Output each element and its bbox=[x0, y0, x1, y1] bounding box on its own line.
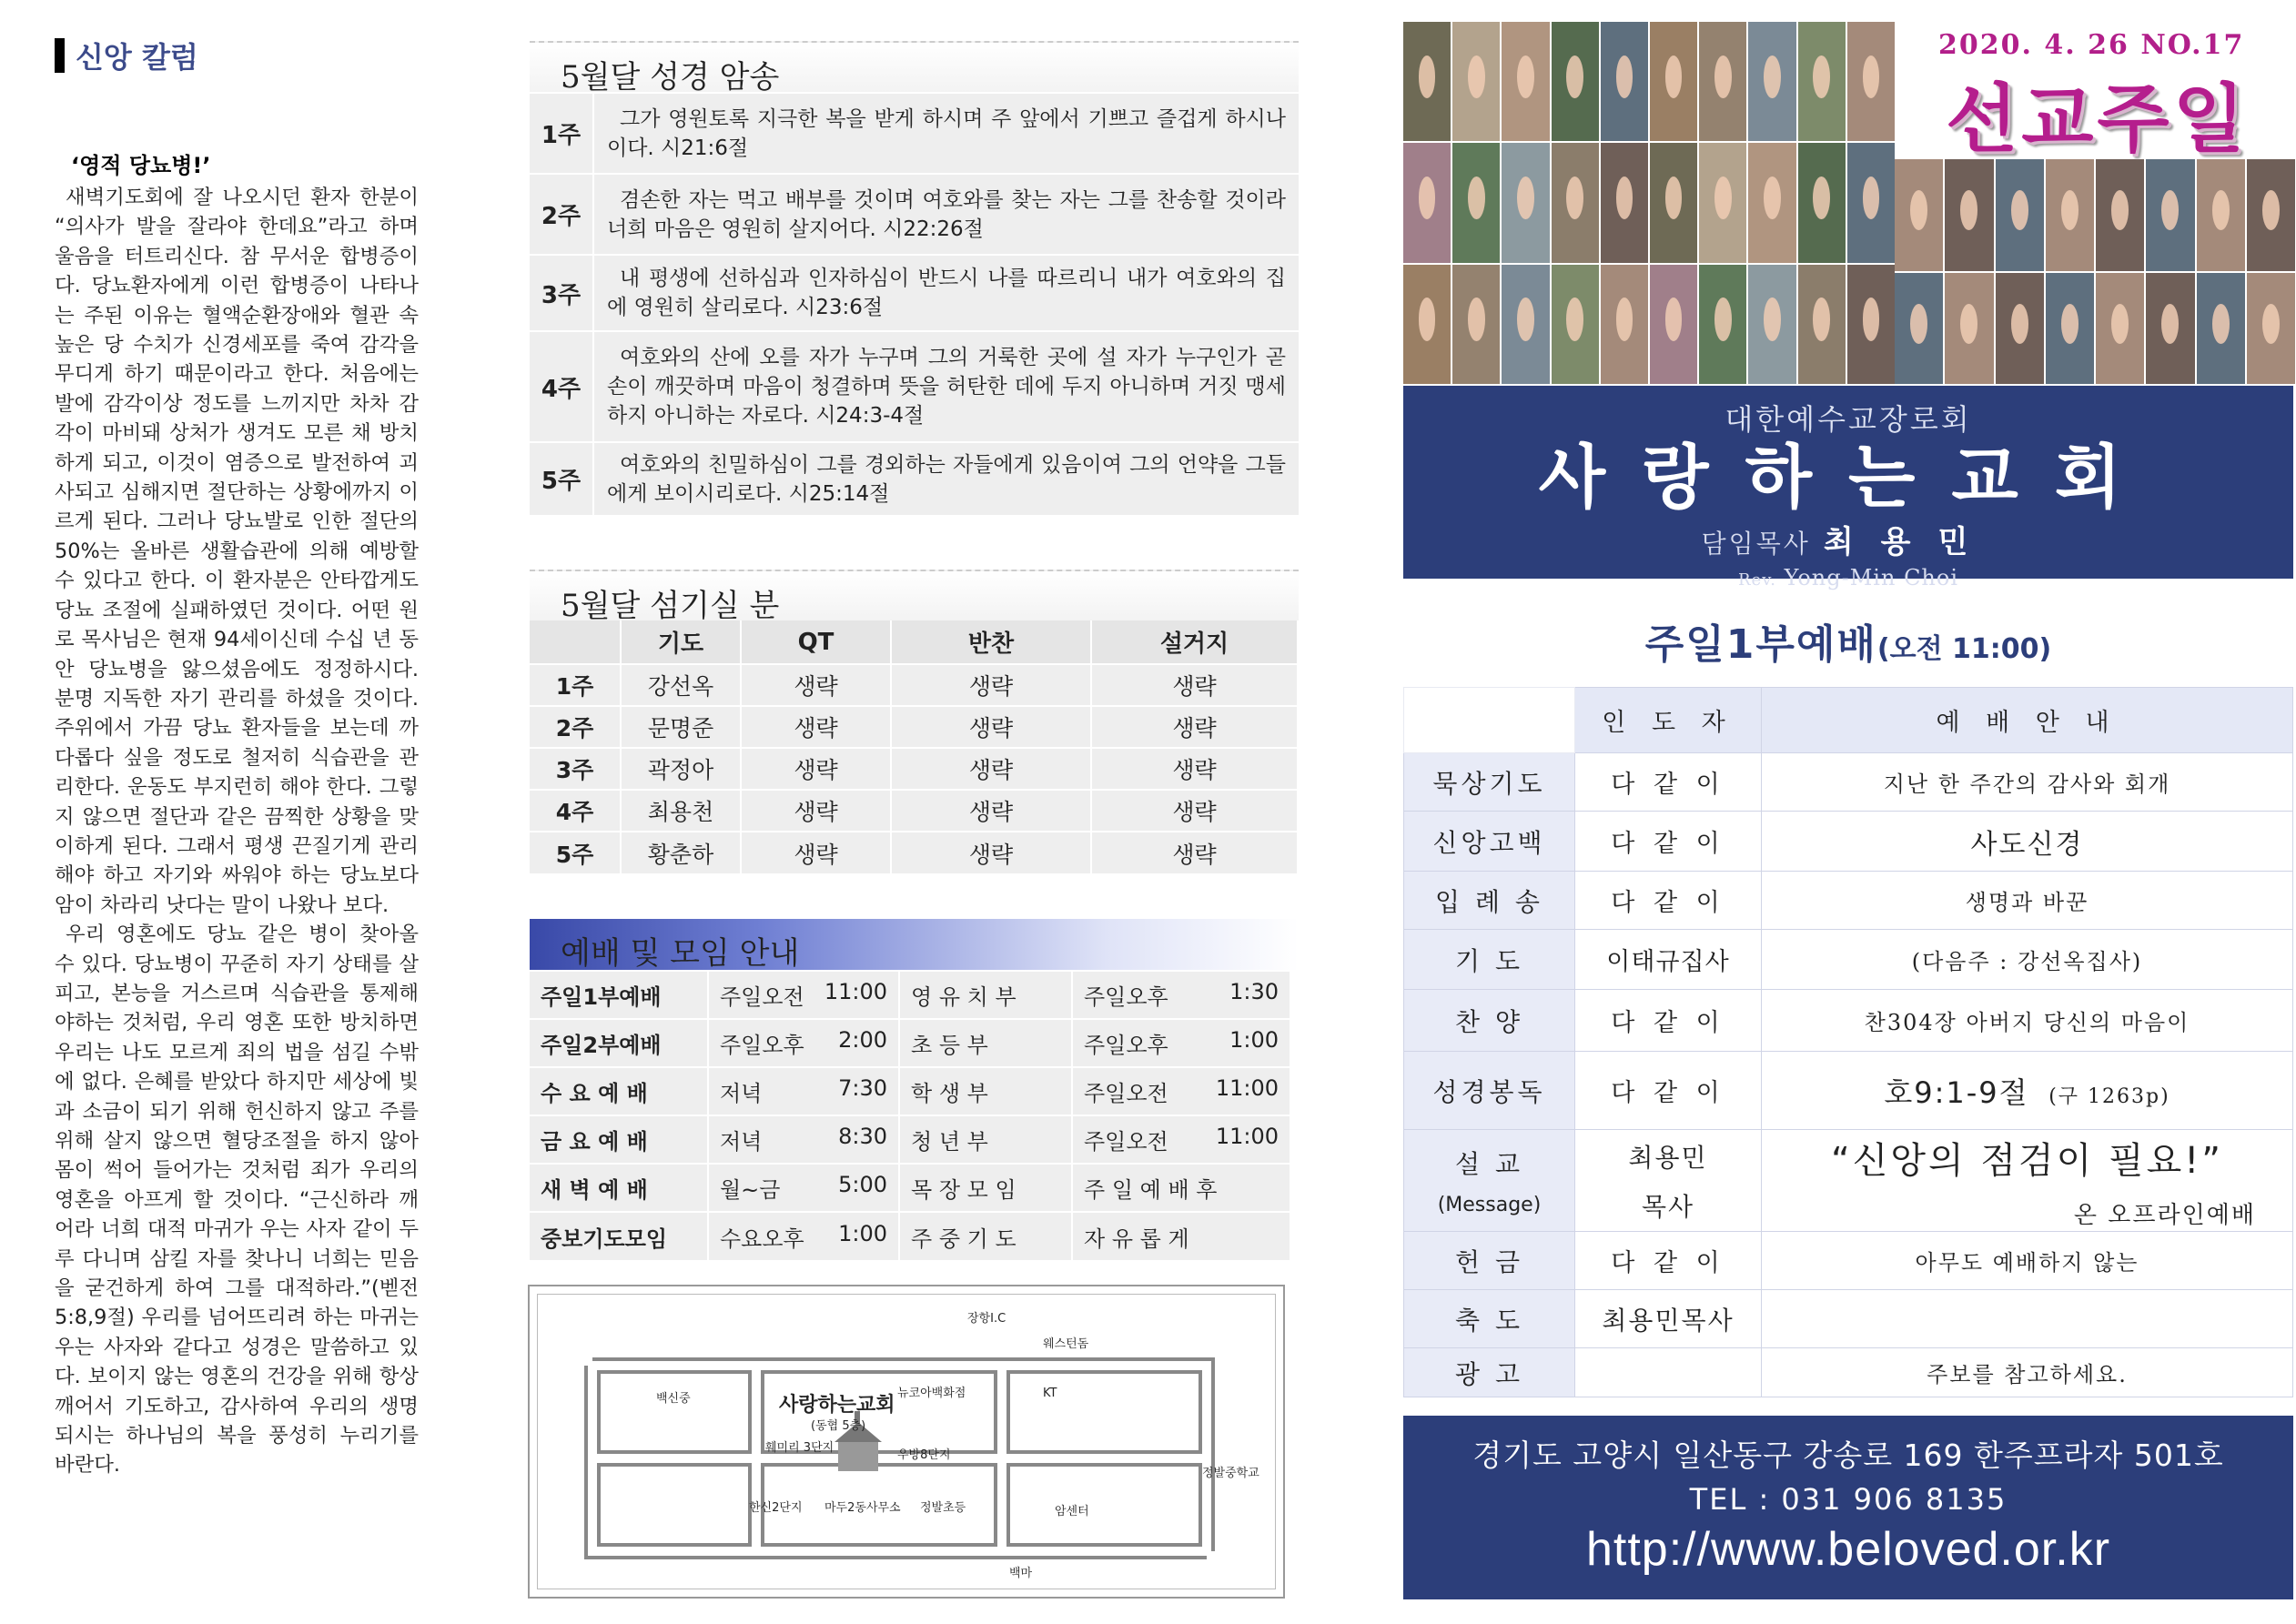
member-photo bbox=[1699, 265, 1746, 384]
order-leader-text: 다 같 이 bbox=[1611, 1009, 1725, 1037]
order-content-cell bbox=[1762, 1290, 2293, 1348]
order-leader-text: 다 같 이 bbox=[1611, 1079, 1725, 1107]
order-leader-text: 다 같 이 bbox=[1611, 889, 1725, 917]
order-row bbox=[1404, 872, 2293, 930]
order-label bbox=[1404, 1130, 1575, 1232]
schedule-time: 11:00 bbox=[824, 979, 887, 1004]
member-photo bbox=[1452, 143, 1500, 262]
pastor-label: 담임목사 bbox=[1701, 529, 1811, 559]
order-row bbox=[1404, 812, 2293, 872]
schedule-time-cell-2 bbox=[1072, 1212, 1290, 1260]
pastor-name: 최용민 bbox=[1823, 524, 1996, 560]
servants-section bbox=[530, 570, 1299, 873]
verse-row bbox=[530, 255, 1299, 331]
member-photo bbox=[1798, 22, 1846, 141]
order-label-sub: (Message) bbox=[1437, 1194, 1542, 1216]
schedule-name: 새 벽 예 배 bbox=[530, 1164, 708, 1212]
order-header: 인 도 자 bbox=[1575, 688, 1762, 753]
verse-row bbox=[530, 174, 1299, 255]
member-photo bbox=[1895, 159, 1943, 271]
order-row bbox=[1404, 930, 2293, 990]
order-label bbox=[1404, 1290, 1575, 1348]
order-leader bbox=[1575, 1348, 1762, 1397]
table-cell: 생략 bbox=[741, 790, 891, 832]
table-row bbox=[530, 748, 1298, 790]
servants-header: 기도 bbox=[621, 620, 741, 664]
order-label bbox=[1404, 753, 1575, 812]
order-row bbox=[1404, 1232, 2293, 1290]
schedule-time-2: 1:30 bbox=[1229, 979, 1279, 1004]
map-label: 백마 bbox=[1009, 1567, 1033, 1580]
schedule-row bbox=[530, 971, 1290, 1019]
column-header-label: 신앙 칼럼 bbox=[76, 40, 198, 75]
schedule-time: 8:30 bbox=[838, 1124, 887, 1149]
map-label: 장항I.C bbox=[967, 1312, 1006, 1326]
servants-section-title: 5월달 섬기실 분 bbox=[530, 570, 1299, 620]
map-label: 우방8단지 bbox=[897, 1448, 951, 1462]
table-cell: 곽정아 bbox=[621, 748, 741, 790]
table-cell: 4주 bbox=[530, 790, 621, 832]
order-label-text: 기 도 bbox=[1455, 945, 1523, 976]
schedule-time: 2:00 bbox=[838, 1027, 887, 1053]
schedule-day-2: 주일오후 bbox=[1084, 1033, 1168, 1058]
order-label bbox=[1404, 872, 1575, 930]
table-cell: 생략 bbox=[891, 706, 1091, 748]
schedule-section-title: 예배 및 모임 안내 bbox=[530, 919, 1299, 970]
order-leader-text: 최용민목사 bbox=[1602, 1305, 1735, 1336]
member-photo bbox=[1847, 22, 1895, 141]
table-cell: 생략 bbox=[741, 706, 891, 748]
bulletin-date: 2020. 4. 26 NO.17 bbox=[1938, 29, 2245, 61]
member-photo bbox=[1699, 143, 1746, 262]
member-photo bbox=[1403, 143, 1451, 262]
member-photo bbox=[2197, 273, 2245, 385]
order-content-cell bbox=[1762, 1232, 2293, 1290]
order-leader bbox=[1575, 812, 1762, 872]
order-content: 지난 한 주간의 감사와 회개 bbox=[1883, 772, 2171, 797]
table-cell: 생략 bbox=[891, 664, 1091, 706]
schedule-time-cell bbox=[708, 1164, 899, 1212]
member-photo bbox=[1847, 265, 1895, 384]
table-cell: 문명준 bbox=[621, 706, 741, 748]
order-leader bbox=[1575, 1130, 1762, 1232]
schedule-time-cell bbox=[708, 1067, 899, 1115]
member-photo bbox=[1650, 265, 1697, 384]
schedule-day-2: 자 유 롭 게 bbox=[1084, 1226, 1189, 1252]
schedule-name-2: 학 생 부 bbox=[899, 1067, 1072, 1115]
church-address: 경기도 고양시 일산동구 강송로 169 한주프라자 501호 bbox=[1472, 1437, 2224, 1473]
schedule-day-2: 주일오전 bbox=[1084, 1081, 1168, 1106]
schedule-day: 월~금 bbox=[720, 1177, 781, 1203]
column-paragraph-2: 우리 영혼에도 당뇨 같은 병이 찾아올 수 있다. 당뇨병이 꾸준히 자기 상태를 살피고, 본능을 거스르며 식습관을 통제해야하는 것처럼, 우리 영혼 또한 방치하면 우리는 나도 모르게 죄의 법을 섬길 수밖에 없다. 은혜를 받았다 하지만 세상에 빛과 소금이 되기 위해 헌신하지 않고 주를 위해 살지 않으면 혈당조절을 하지 않아 몸이 썩어 들어가는 것처럼 죄가 우리의 영혼을 아프게 할 것이다. “근신하라 깨어라 너희 대적 마귀가 우는 사자 같이 두루 다니며 삼킬 자를 찾나니 너희는 믿음을 굳건하게 하여 그를 대적하라.”(벧전5:8,9절) 우리를 넘어뜨리려 하는 마귀는 우는 사자와 같다고 성경은 말씀하고 있다. 보이지 않는 영혼의 건강을 위해 항상 깨어서 기도하고, 감사하여 우리의 생명 되시는 하나님의 복을 풍성히 누리기를 바란다. bbox=[55, 923, 419, 1478]
order-label bbox=[1404, 990, 1575, 1052]
map-label: 웨스턴돔 bbox=[1043, 1337, 1089, 1351]
order-row bbox=[1404, 1130, 2293, 1232]
member-photo bbox=[1601, 265, 1648, 384]
column-body bbox=[55, 183, 419, 1480]
verse-week: 4주 bbox=[530, 331, 593, 442]
map-label: KT bbox=[1043, 1387, 1057, 1400]
member-photo bbox=[1650, 22, 1697, 141]
sermon-note: 온 오프라인예배 bbox=[2073, 1201, 2256, 1229]
verse-text: 여호와의 친밀하심이 그를 경외하는 자들에게 있음이여 그의 언약을 그들에게 보이시리로다. 시25:14절 bbox=[607, 452, 1286, 506]
order-label bbox=[1404, 1232, 1575, 1290]
verse-week: 3주 bbox=[530, 255, 593, 331]
verse-section bbox=[530, 41, 1299, 515]
church-website[interactable]: http://www.beloved.or.kr bbox=[1585, 1523, 2111, 1576]
order-row bbox=[1404, 1290, 2293, 1348]
church-name: 사랑하는교회 bbox=[1538, 437, 2159, 518]
schedule-time-cell bbox=[708, 1115, 899, 1164]
schedule-time-cell-2 bbox=[1072, 1019, 1290, 1067]
order-label bbox=[1404, 1348, 1575, 1397]
church-footer bbox=[1403, 1416, 2293, 1599]
order-label bbox=[1404, 1052, 1575, 1130]
schedule-time: 1:00 bbox=[838, 1220, 887, 1246]
map-label: 뉴코아백화점 bbox=[897, 1387, 966, 1400]
schedule-table bbox=[530, 970, 1290, 1260]
schedule-day: 수요오후 bbox=[720, 1226, 804, 1252]
member-photo bbox=[1798, 265, 1846, 384]
column-title: ‘영적 당뇨병!’ bbox=[71, 153, 211, 178]
member-photo bbox=[1847, 143, 1895, 262]
member-photo bbox=[2247, 159, 2295, 271]
order-label-text: 헌 금 bbox=[1455, 1246, 1523, 1277]
map-label: 백신중 bbox=[656, 1392, 691, 1406]
schedule-time: 7:30 bbox=[838, 1075, 887, 1101]
table-cell: 황춘하 bbox=[621, 832, 741, 873]
member-photo bbox=[1699, 22, 1746, 141]
schedule-name: 주일1부예배 bbox=[530, 971, 708, 1019]
faith-column bbox=[55, 35, 419, 1480]
servants-table bbox=[530, 620, 1299, 873]
table-row bbox=[530, 664, 1298, 706]
order-label-text: 신앙고백 bbox=[1432, 827, 1546, 858]
member-photo bbox=[1996, 159, 2044, 271]
servants-header bbox=[530, 620, 621, 664]
verse-section-title: 5월달 성경 암송 bbox=[530, 41, 1299, 92]
order-leader-text: 다 같 이 bbox=[1611, 1249, 1725, 1277]
bulletin-title: 선교주일 bbox=[1946, 76, 2249, 163]
schedule-name: 중보기도모임 bbox=[530, 1212, 708, 1260]
schedule-time-cell-2 bbox=[1072, 1164, 1290, 1212]
table-cell: 생략 bbox=[1091, 790, 1298, 832]
order-leader-text: 다 같 이 bbox=[1611, 771, 1725, 799]
map-church-floor: (동협 5층) bbox=[811, 1419, 866, 1433]
schedule-name: 주일2부예배 bbox=[530, 1019, 708, 1067]
member-photo bbox=[1996, 273, 2044, 385]
service-time: (오전 11:00) bbox=[1876, 633, 2052, 665]
order-label-text: 축 도 bbox=[1455, 1305, 1523, 1336]
table-cell: 생략 bbox=[741, 832, 891, 873]
church-phone: TEL : 031 906 8135 bbox=[1689, 1482, 2008, 1517]
member-photo bbox=[2146, 273, 2194, 385]
schedule-day: 저녁 bbox=[720, 1129, 763, 1155]
verse-week: 5주 bbox=[530, 442, 593, 515]
verse-text: 겸손한 자는 먹고 배부를 것이며 여호와를 찾는 자는 그를 찬송할 것이라 너희 마음은 영원히 살지어다. 시22:26절 bbox=[607, 187, 1286, 241]
verse-week: 1주 bbox=[530, 93, 593, 174]
table-cell: 생략 bbox=[1091, 832, 1298, 873]
member-photo bbox=[1748, 22, 1795, 141]
member-photo bbox=[1748, 265, 1795, 384]
member-photo bbox=[2197, 159, 2245, 271]
schedule-name-2: 영 유 치 부 bbox=[899, 971, 1072, 1019]
schedule-name-2: 청 년 부 bbox=[899, 1115, 1072, 1164]
order-label bbox=[1404, 930, 1575, 990]
verse-row bbox=[530, 442, 1299, 515]
photo-grid bbox=[1403, 22, 1895, 384]
schedule-day-2: 주일오전 bbox=[1084, 1129, 1168, 1155]
member-photo bbox=[2046, 273, 2094, 385]
map-label: 암센터 bbox=[1055, 1505, 1089, 1518]
table-cell: 5주 bbox=[530, 832, 621, 873]
map-church-label: 사랑하는교회 bbox=[779, 1394, 895, 1417]
servants-header: QT bbox=[741, 620, 891, 664]
map-label: 정발중학교 bbox=[1202, 1467, 1259, 1480]
table-cell: 1주 bbox=[530, 664, 621, 706]
member-photo bbox=[1601, 22, 1648, 141]
schedule-row bbox=[530, 1115, 1290, 1164]
order-header bbox=[1404, 688, 1575, 753]
member-photo-collage-right bbox=[1895, 159, 2295, 384]
order-content-cell bbox=[1762, 990, 2293, 1052]
table-cell: 생략 bbox=[1091, 664, 1298, 706]
order-leader bbox=[1575, 1290, 1762, 1348]
map-label: 훼미리 3단지 bbox=[765, 1441, 834, 1455]
table-cell: 생략 bbox=[891, 748, 1091, 790]
verse-table bbox=[530, 92, 1299, 515]
table-cell: 생략 bbox=[891, 832, 1091, 873]
order-leader-text: 최용민 bbox=[1628, 1142, 1708, 1173]
rev-name: Yong-Min Choi bbox=[1784, 565, 1959, 590]
order-content-cell bbox=[1762, 930, 2293, 990]
order-content-cell bbox=[1762, 872, 2293, 930]
servants-header-row bbox=[530, 620, 1298, 664]
member-photo bbox=[1798, 143, 1846, 262]
table-cell: 생략 bbox=[891, 790, 1091, 832]
order-leader-text: 이태규집사 bbox=[1606, 948, 1730, 976]
table-cell: 생략 bbox=[1091, 706, 1298, 748]
schedule-day-2: 주 일 예 배 후 bbox=[1084, 1177, 1218, 1203]
order-content: 찬304장 아버지 당신의 마음이 bbox=[1864, 1010, 2190, 1035]
member-photo bbox=[1403, 265, 1451, 384]
scripture-page: (구 1263p) bbox=[2048, 1084, 2170, 1108]
table-cell: 생략 bbox=[741, 664, 891, 706]
map-label: 마두2동사무소 bbox=[824, 1501, 901, 1515]
pastor-line bbox=[1403, 517, 2293, 561]
column-paragraph-1: 새벽기도회에 잘 나오시던 환자 한분이 “의사가 발을 잘라야 한데요”라고 하며 울음을 터트리신다. 참 무서운 합병증이다. 당뇨환자에게 이런 합병증이 나타나는 주된 이유는 혈액순환장애와 혈관 속 높은 당 수치가 신경세포를 죽여 감각을 무디게 하기 때문이라고 한다. 처음에는 발에 감각이상 정도를 느끼지만 차차 감각이 마비돼 상처가 생겨도 모른 채 방치하게 되고, 이것이 염증으로 발전하여 괴사되고 심해지면 절단하는 상황에까지 이르게 된다. 그러나 당뇨발로 인한 절단의 50%는 올바른 생활습관에 의해 예방할 수 있다고 한다. 이 환자분은 안타깝게도 당뇨 조절에 실패하였던 것이다. 어떤 원로 목사님은 현재 94세이신데 수십 년 동안 당뇨병을 앓으셨음에도 정정하시다. 분명 지독한 자기 관리를 하셨을 것이다. 주위에서 가끔 당뇨 환자들을 보는데 까다롭다 싶을 정도로 철저히 식습관을 관리한다. 운동도 부지런히 해야 한다. 그렇지 않으면 절단과 같은 끔찍한 상황을 맞이하게 된다. 그래서 평생 끈질기게 관리해야 하고 자기와 싸워야 하는 당뇨보다 암이 차라리 낫다는 말이 나왔나 보다. bbox=[55, 186, 419, 917]
order-label bbox=[1404, 812, 1575, 872]
denomination: 대한예수교장로회 bbox=[1725, 402, 1972, 437]
table-cell: 생략 bbox=[741, 748, 891, 790]
map-label: 정발초등 bbox=[920, 1501, 966, 1515]
order-label-text: 설 교 bbox=[1455, 1149, 1523, 1179]
member-photo bbox=[1895, 273, 1943, 385]
member-photo-collage bbox=[1403, 22, 1895, 384]
order-label-text: 찬 양 bbox=[1455, 1006, 1523, 1037]
member-photo bbox=[1945, 273, 1993, 385]
verse-text: 여호와의 산에 오를 자가 누구며 그의 거룩한 곳에 설 자가 누구인가 곧 손이 깨끗하며 마음이 청결하며 뜻을 허탄한 데에 두지 아니하며 거짓 맹세하지 아니하는 자로다. 시24:3-4절 bbox=[607, 346, 1286, 428]
member-photo bbox=[1502, 22, 1549, 141]
photo-grid bbox=[1895, 159, 2295, 384]
schedule-row bbox=[530, 1019, 1290, 1067]
member-photo bbox=[1748, 143, 1795, 262]
schedule-time-2: 11:00 bbox=[1215, 1124, 1279, 1149]
member-photo bbox=[1552, 143, 1599, 262]
order-leader bbox=[1575, 1232, 1762, 1290]
verse-week: 2주 bbox=[530, 174, 593, 255]
order-leader-text: 다 같 이 bbox=[1611, 830, 1725, 858]
order-content: 아무도 예배하지 않는 bbox=[1915, 1250, 2139, 1276]
pastor-english bbox=[1403, 565, 2293, 590]
scripture-reading: 호9:1-9절 bbox=[1884, 1074, 2029, 1110]
service-name: 주일1부예배 bbox=[1644, 621, 1877, 668]
order-header: 예 배 안 내 bbox=[1762, 688, 2293, 753]
schedule-row bbox=[530, 1212, 1290, 1260]
schedule-time-cell-2 bbox=[1072, 971, 1290, 1019]
member-photo bbox=[1502, 265, 1549, 384]
order-table bbox=[1403, 687, 2293, 1397]
schedule-time-cell bbox=[708, 971, 899, 1019]
order-header-row bbox=[1404, 688, 2293, 753]
member-photo bbox=[2247, 273, 2295, 385]
order-content-cell bbox=[1762, 1052, 2293, 1130]
schedule-time-cell-2 bbox=[1072, 1115, 1290, 1164]
schedule-day: 주일오전 bbox=[720, 984, 804, 1010]
order-content-cell bbox=[1762, 812, 2293, 872]
location-map bbox=[528, 1285, 1285, 1599]
servants-header: 반찬 bbox=[891, 620, 1091, 664]
order-content-cell bbox=[1762, 1348, 2293, 1397]
table-cell: 강선옥 bbox=[621, 664, 741, 706]
schedule-day: 저녁 bbox=[720, 1081, 763, 1106]
order-label-text: 입 례 송 bbox=[1435, 886, 1543, 917]
schedule-time-2: 1:00 bbox=[1229, 1027, 1279, 1053]
member-photo bbox=[2096, 159, 2144, 271]
order-row bbox=[1404, 1052, 2293, 1130]
member-photo bbox=[2146, 159, 2194, 271]
service-title bbox=[1403, 611, 2293, 670]
member-photo bbox=[2096, 273, 2144, 385]
order-row bbox=[1404, 1348, 2293, 1397]
map-roads bbox=[538, 1295, 1277, 1591]
verse-row bbox=[530, 93, 1299, 174]
order-leader bbox=[1575, 872, 1762, 930]
order-row bbox=[1404, 990, 2293, 1052]
member-photo bbox=[1502, 143, 1549, 262]
schedule-day-2: 주일오후 bbox=[1084, 984, 1168, 1010]
order-of-service bbox=[1403, 687, 2293, 1397]
member-photo bbox=[1601, 143, 1648, 262]
column-header bbox=[55, 35, 419, 76]
schedule-name: 금 요 예 배 bbox=[530, 1115, 708, 1164]
table-cell: 2주 bbox=[530, 706, 621, 748]
table-cell: 3주 bbox=[530, 748, 621, 790]
table-row bbox=[530, 832, 1298, 873]
schedule-name-2: 주 중 기 도 bbox=[899, 1212, 1072, 1260]
order-content: 주보를 참고하세요. bbox=[1927, 1362, 2128, 1387]
schedule-time-cell bbox=[708, 1212, 899, 1260]
schedule-time-cell-2 bbox=[1072, 1067, 1290, 1115]
order-content-cell bbox=[1762, 753, 2293, 812]
member-photo bbox=[1650, 143, 1697, 262]
order-content-cell bbox=[1762, 1130, 2293, 1232]
schedule-time: 5:00 bbox=[838, 1172, 887, 1197]
verse-text: 내 평생에 선하심과 인자하심이 반드시 나를 따르리니 내가 여호와의 집에 영원히 살리로다. 시23:6절 bbox=[607, 267, 1286, 319]
order-leader bbox=[1575, 990, 1762, 1052]
schedule-section bbox=[530, 919, 1299, 1260]
verse-text: 그가 영원토록 지극한 복을 받게 하시며 주 앞에서 기쁘고 즐겁게 하시나이다. 시21:6절 bbox=[607, 106, 1286, 160]
header-bar-icon bbox=[55, 38, 65, 73]
schedule-row bbox=[530, 1164, 1290, 1212]
order-content: 생명과 바꾼 bbox=[1965, 890, 2089, 915]
member-photo bbox=[1552, 22, 1599, 141]
table-row bbox=[530, 706, 1298, 748]
church-banner bbox=[1403, 386, 2293, 590]
order-row bbox=[1404, 753, 2293, 812]
sermon-title: “신앙의 점검이 필요!” bbox=[1830, 1139, 2224, 1182]
table-cell: 생략 bbox=[1091, 748, 1298, 790]
schedule-name: 수 요 예 배 bbox=[530, 1067, 708, 1115]
order-leader bbox=[1575, 930, 1762, 990]
order-content: 사도신경 bbox=[1970, 828, 2084, 861]
member-photo bbox=[1403, 22, 1451, 141]
schedule-time-cell bbox=[708, 1019, 899, 1067]
map-label: 한신2단지 bbox=[749, 1501, 803, 1515]
servants-header: 설거지 bbox=[1091, 620, 1298, 664]
member-photo bbox=[2046, 159, 2094, 271]
order-leader bbox=[1575, 753, 1762, 812]
schedule-day: 주일오후 bbox=[720, 1033, 804, 1058]
rev-prefix: Rev. bbox=[1737, 570, 1776, 590]
schedule-name-2: 초 등 부 bbox=[899, 1019, 1072, 1067]
schedule-time-2: 11:00 bbox=[1215, 1075, 1279, 1101]
order-label-text: 성경봉독 bbox=[1432, 1076, 1546, 1107]
table-row bbox=[530, 790, 1298, 832]
order-label-text: 광 고 bbox=[1455, 1358, 1523, 1389]
table-cell: 최용천 bbox=[621, 790, 741, 832]
schedule-name-2: 목 장 모 임 bbox=[899, 1164, 1072, 1212]
order-leader bbox=[1575, 1052, 1762, 1130]
order-content: (다음주 : 강선옥집사) bbox=[1911, 949, 2143, 974]
member-photo bbox=[1452, 265, 1500, 384]
order-leader-sub: 목사 bbox=[1641, 1191, 1695, 1222]
member-photo bbox=[1945, 159, 1993, 271]
schedule-row bbox=[530, 1067, 1290, 1115]
verse-row bbox=[530, 331, 1299, 442]
member-photo bbox=[1452, 22, 1500, 141]
member-photo bbox=[1552, 265, 1599, 384]
order-label-text: 묵상기도 bbox=[1432, 768, 1546, 799]
